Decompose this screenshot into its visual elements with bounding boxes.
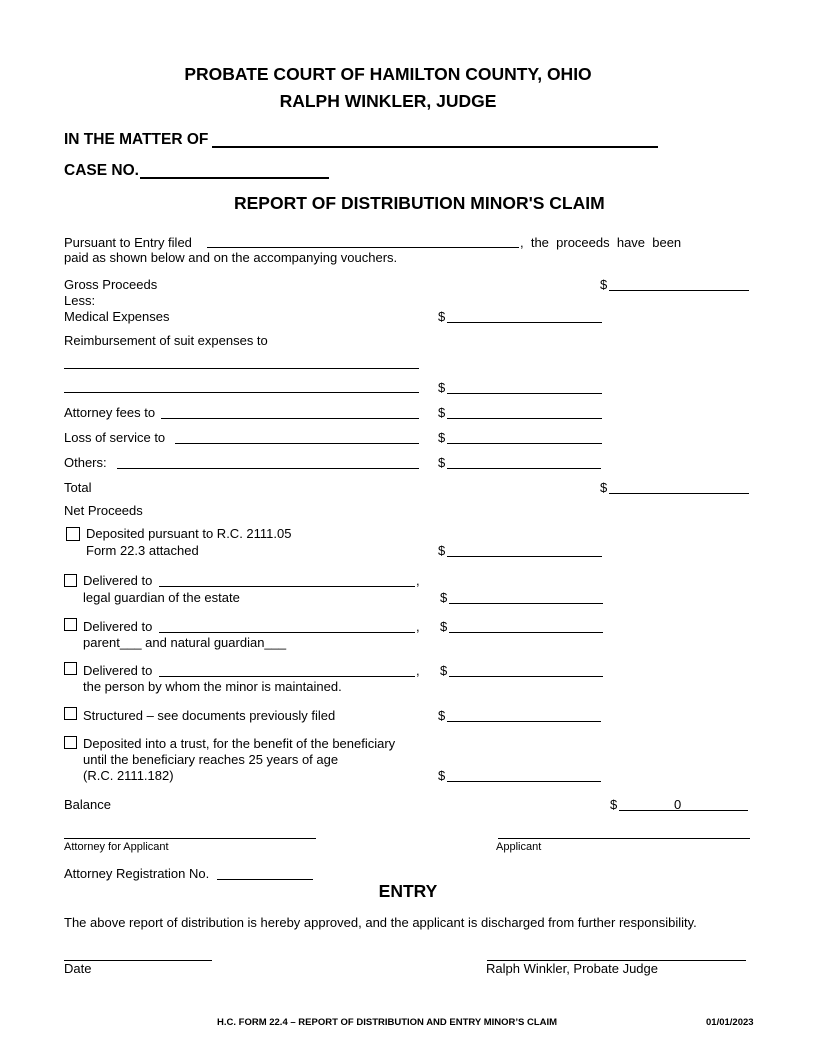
attorney-fees-label: Attorney fees to: [64, 405, 156, 420]
date-label: Date: [64, 961, 92, 976]
currency-symbol: $: [440, 590, 448, 605]
delivered-label: Delivered to: [83, 619, 153, 634]
intro-suffix: , the proceeds have been: [520, 235, 682, 250]
currency-symbol: $: [438, 768, 446, 783]
structured-amount-field[interactable]: [447, 721, 601, 722]
deposited-label: Deposited pursuant to R.C. 2111.05: [86, 526, 292, 541]
matter-label: IN THE MATTER OF: [64, 131, 209, 148]
gross-proceeds-field[interactable]: [609, 290, 749, 291]
balance-label: Balance: [64, 797, 111, 812]
applicant-signature-line[interactable]: [498, 838, 750, 839]
applicant-signature-label: Applicant: [496, 841, 542, 853]
judge-name: RALPH WINKLER, JUDGE: [279, 91, 497, 111]
currency-symbol: $: [600, 480, 608, 495]
trust-label-3: (R.C. 2111.182): [83, 768, 174, 783]
currency-symbol: $: [600, 277, 608, 292]
others-amount-field[interactable]: [447, 468, 601, 469]
medical-expenses-field[interactable]: [447, 322, 602, 323]
parent-guardian-label: parent___ and natural guardian___: [83, 635, 287, 650]
trust-amount-field[interactable]: [447, 781, 601, 782]
currency-symbol: $: [440, 663, 448, 678]
attorney-fees-amount-field[interactable]: [447, 418, 602, 419]
attorney-registration-field[interactable]: [217, 879, 313, 880]
entry-filed-field[interactable]: [207, 247, 519, 248]
trust-label-1: Deposited into a trust, for the benefit of the beneficiary: [83, 736, 396, 751]
delivered-parent-amount-field[interactable]: [449, 632, 603, 633]
less-label: Less:: [64, 293, 96, 308]
loss-of-service-label: Loss of service to: [64, 430, 166, 445]
net-proceeds-label: Net Proceeds: [64, 503, 143, 518]
trust-checkbox[interactable]: [64, 736, 77, 749]
comma: ,: [416, 663, 420, 678]
currency-symbol: $: [438, 708, 446, 723]
reimbursement-payee-line-2[interactable]: [64, 392, 419, 393]
currency-symbol: $: [438, 455, 446, 470]
medical-expenses-label: Medical Expenses: [64, 309, 170, 324]
deposited-sublabel: Form 22.3 attached: [86, 543, 199, 558]
currency-symbol: $: [438, 309, 446, 324]
currency-symbol: $: [438, 405, 446, 420]
reimbursement-label: Reimbursement of suit expenses to: [64, 333, 268, 348]
structured-checkbox[interactable]: [64, 707, 77, 720]
delivered-label: Delivered to: [83, 573, 153, 588]
loss-of-service-amount-field[interactable]: [447, 443, 602, 444]
gross-proceeds-label: Gross Proceeds: [64, 277, 158, 292]
form-revision-date: 01/01/2023: [706, 1017, 754, 1028]
form-footer: H.C. FORM 22.4 – REPORT OF DISTRIBUTION AND ENTRY MINOR’S CLAIM: [217, 1017, 558, 1028]
intro-prefix: Pursuant to Entry filed: [64, 235, 192, 250]
attorney-signature-line[interactable]: [64, 838, 316, 839]
balance-value: 0: [674, 797, 682, 812]
intro-line2: paid as shown below and on the accompanying vouchers.: [64, 250, 398, 265]
delivered-maintainer-name-field[interactable]: [159, 676, 415, 677]
deposited-amount-field[interactable]: [447, 556, 602, 557]
total-label: Total: [64, 480, 92, 495]
others-payee-field[interactable]: [117, 468, 419, 469]
delivered-maintainer-amount-field[interactable]: [449, 676, 603, 677]
total-field[interactable]: [609, 493, 749, 494]
case-number-field[interactable]: [140, 177, 329, 179]
maintained-label: the person by whom the minor is maintained.: [83, 679, 342, 694]
delivered-maintainer-checkbox[interactable]: [64, 662, 77, 675]
case-number-label: CASE NO.: [64, 162, 139, 179]
delivered-guardian-amount-field[interactable]: [449, 603, 603, 604]
others-label: Others:: [64, 455, 107, 470]
entry-text: The above report of distribution is hereby approved, and the applicant is discharged from further responsibility.: [64, 915, 697, 930]
attorney-registration-label: Attorney Registration No.: [64, 866, 210, 881]
currency-symbol: $: [438, 380, 446, 395]
deposited-checkbox[interactable]: [66, 527, 80, 541]
matter-field[interactable]: [212, 146, 658, 148]
delivered-parent-name-field[interactable]: [159, 632, 415, 633]
delivered-guardian-checkbox[interactable]: [64, 574, 77, 587]
currency-symbol: $: [440, 619, 448, 634]
judge-signature-label: Ralph Winkler, Probate Judge: [486, 961, 658, 976]
entry-heading: ENTRY: [378, 881, 438, 901]
form-title: REPORT OF DISTRIBUTION MINOR'S CLAIM: [234, 193, 605, 213]
trust-label-2: until the beneficiary reaches 25 years of age: [83, 752, 339, 767]
currency-symbol: $: [438, 543, 446, 558]
structured-label: Structured – see documents previously filed: [83, 708, 336, 723]
reimbursement-payee-line-1[interactable]: [64, 368, 419, 369]
reimbursement-amount-field[interactable]: [447, 393, 602, 394]
currency-symbol: $: [438, 430, 446, 445]
comma: ,: [416, 619, 420, 634]
loss-of-service-payee-field[interactable]: [175, 443, 419, 444]
currency-symbol: $: [610, 797, 618, 812]
comma: ,: [416, 573, 420, 588]
attorney-signature-label: Attorney for Applicant: [64, 841, 169, 853]
court-name: PROBATE COURT OF HAMILTON COUNTY, OHIO: [184, 64, 592, 84]
delivered-label: Delivered to: [83, 663, 153, 678]
guardian-estate-label: legal guardian of the estate: [83, 590, 240, 605]
balance-field[interactable]: [619, 810, 748, 811]
attorney-fees-payee-field[interactable]: [161, 418, 419, 419]
delivered-guardian-name-field[interactable]: [159, 586, 415, 587]
delivered-parent-checkbox[interactable]: [64, 618, 77, 631]
